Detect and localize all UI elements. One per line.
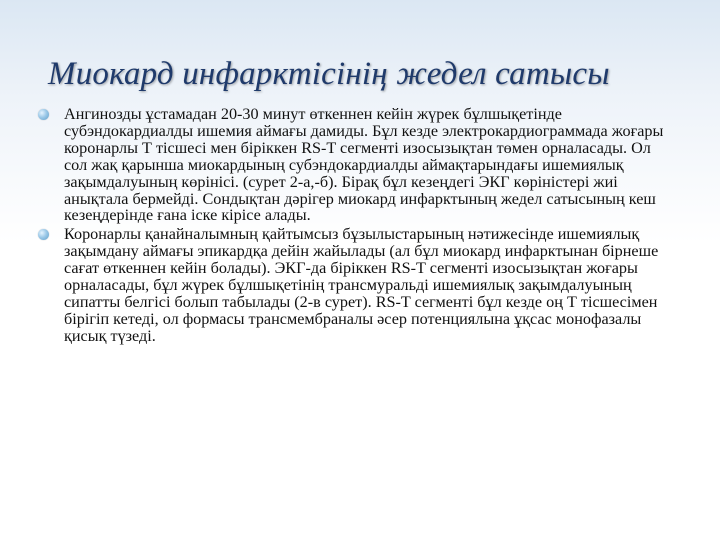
circle-bullet-icon (38, 109, 49, 120)
bullet-text: Ангинозды ұстамадан 20-30 минут өткеннен кейін жүрек бұлшықетінде субэндокардиалды ишемия аймағы дамиды. Бұл кезде электрокардиограммада жоғары коронарлы Т тісшесі мен біріккен RS-T сегменті изосызықтан төмен орналасады. Ол сол жақ қарынша миокардының субэндокардиалды аймақтарындағы ишемиялық зақымдалуының көрінісі. (сурет 2-а,-б). Бірақ бұл кезеңдегі ЭКГ көріністері жиі анықтала бермейді. Сондықтан дәрігер миокард инфарктының жедел сатысының кеш кезеңдерінде ғана іске кірісе алады. (64, 105, 664, 225)
list-item (38, 106, 678, 224)
list-item (38, 226, 678, 344)
circle-bullet-icon (38, 229, 49, 240)
bullet-text: Коронарлы қанайналымның қайтымсыз бұзылыстарының нәтижесінде ишемиялық зақымдану аймағы эпикардқа дейін жайылады (ал бұл миокард инфарктынан бірнеше сағат өткеннен кейін болады). ЭКГ-да біріккен RS-T сегменті изосызықтан жоғары орналасады, бұл жүрек бұлшықетінің трансмуральді ишемиялық зақымдалуының сипатты белгісі болып табылады (2-в сурет). RS-T сегменті бұл кезде оң Т тісшесімен бірігіп кетеді, ол формасы трансмембраналы әсер потенциялына ұқсас монофазалы қисық түзеді. (64, 225, 659, 345)
bullet-list (38, 106, 678, 345)
slide-title: Миокард инфарктісінің жедел сатысы (48, 56, 610, 92)
